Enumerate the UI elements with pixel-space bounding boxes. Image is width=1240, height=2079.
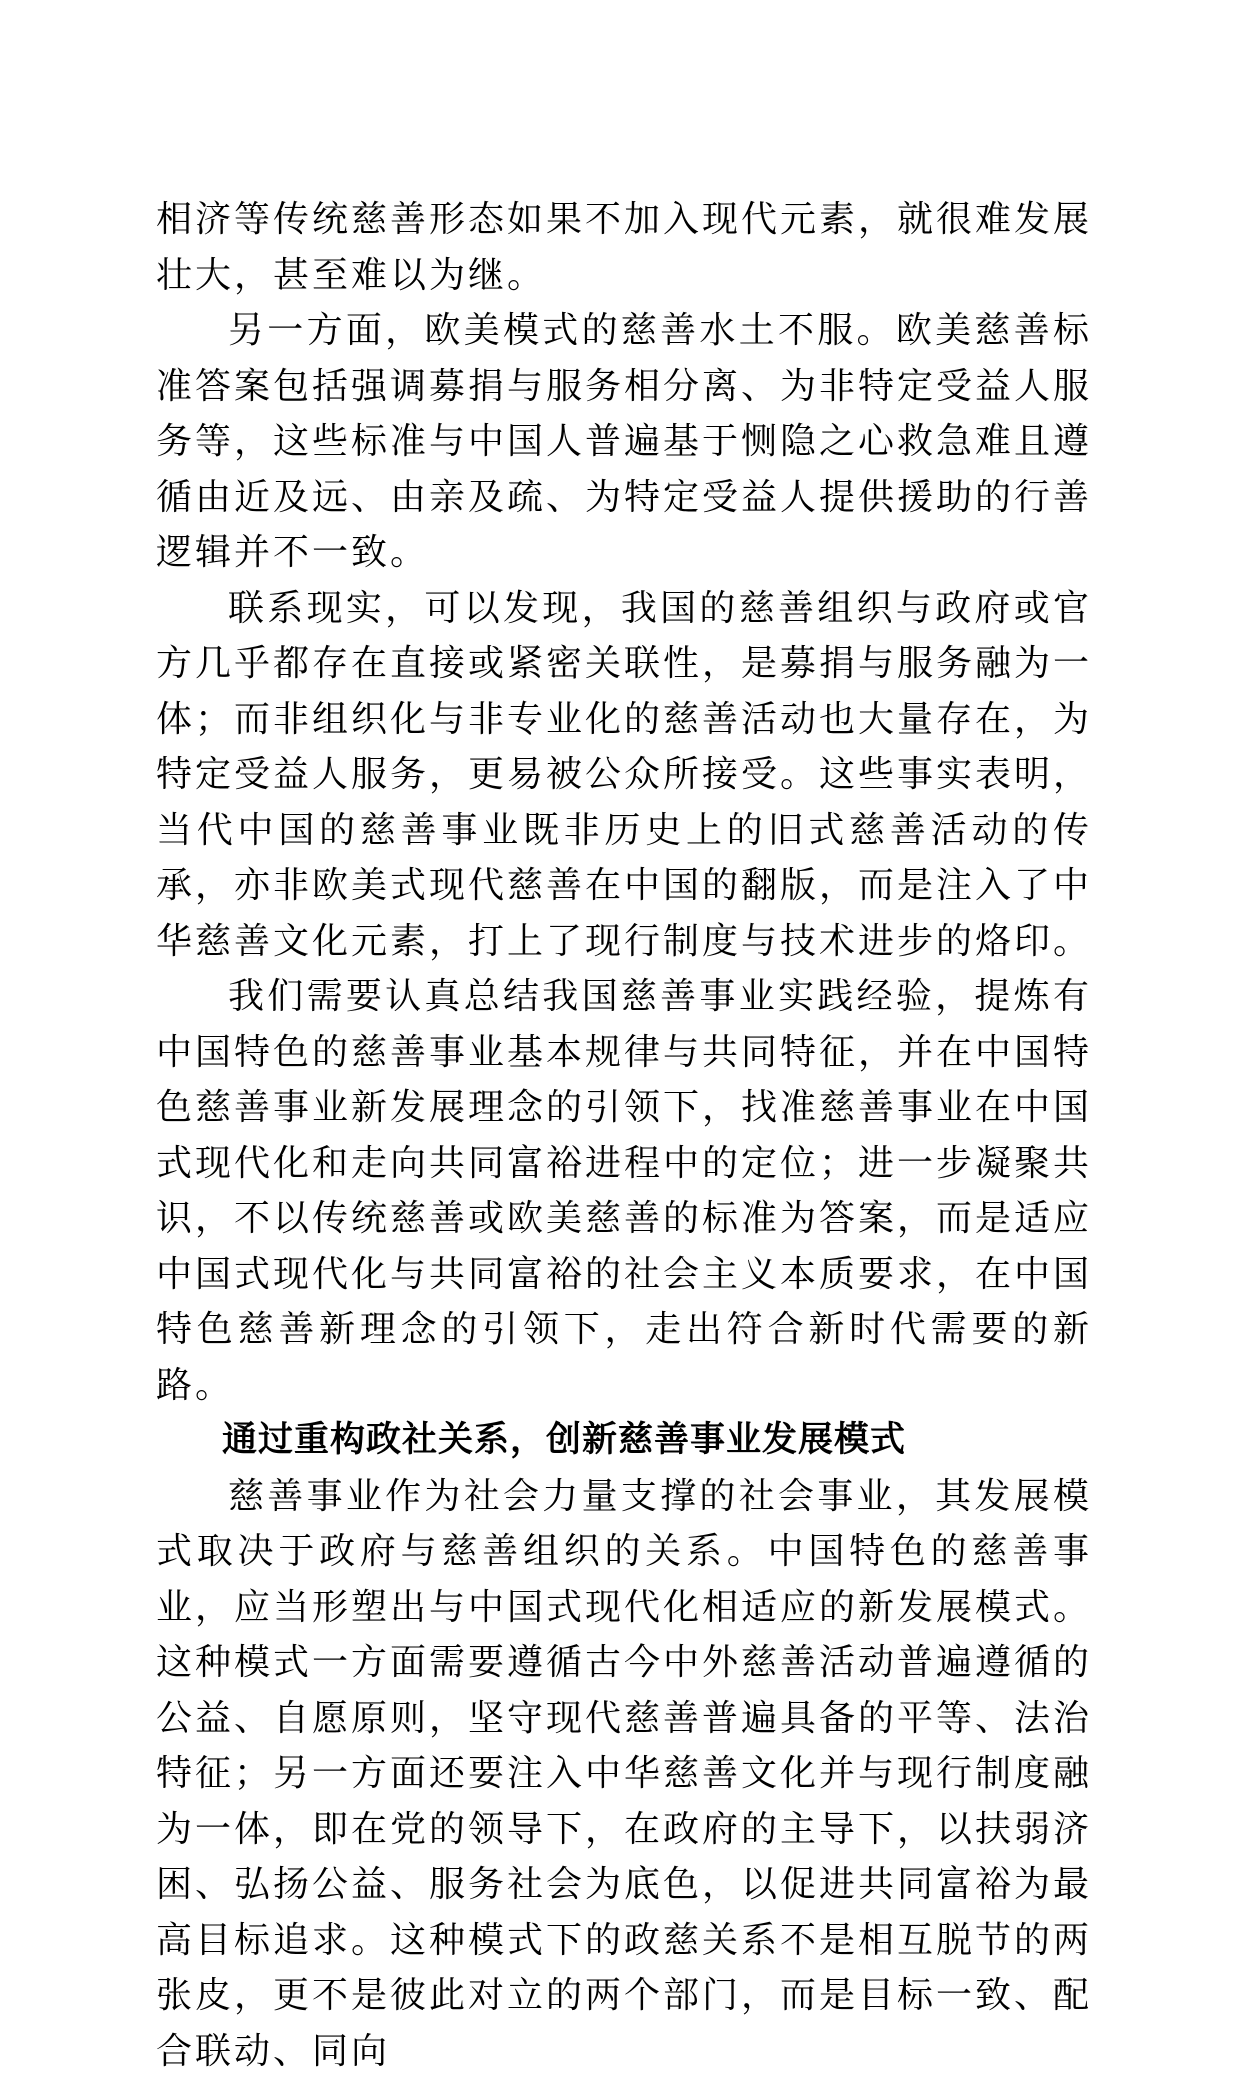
paragraph-reality: 联系现实，可以发现，我国的慈善组织与政府或官方几乎都存在直接或紧密关联性，是募捐与服务融为一体；而非组织化与非专业化的慈善活动也大量存在，为特定受益人服务，更易被公众所接受。这些事实表明，当代中国的慈善事业既非历史上的旧式慈善活动的传承，亦非欧美式现代慈善在中国的翻版，而是注入了中华慈善文化元素，打上了现行制度与技术进步的烙印。 bbox=[156, 581, 1092, 970]
paragraph-western-model: 另一方面，欧美模式的慈善水土不服。欧美慈善标准答案包括强调募捐与服务相分离、为非特定受益人服务等，这些标准与中国人普遍基于恻隐之心救急难且遵循由近及远、由亲及疏、为特定受益人提供援助的行善逻辑并不一致。 bbox=[156, 303, 1092, 581]
paragraph-summary: 我们需要认真总结我国慈善事业实践经验，提炼有中国特色的慈善事业基本规律与共同特征，并在中国特色慈善事业新发展理念的引领下，找准慈善事业在中国式现代化和走向共同富裕进程中的定位；进一步凝聚共识，不以传统慈善或欧美慈善的标准为答案，而是适应中国式现代化与共同富裕的社会主义本质要求，在中国特色慈善新理念的引领下，走出符合新时代需要的新路。 bbox=[156, 969, 1092, 1413]
paragraph-development-model: 慈善事业作为社会力量支撑的社会事业，其发展模式取决于政府与慈善组织的关系。中国特色的慈善事业，应当形塑出与中国式现代化相适应的新发展模式。这种模式一方面需要遵循古今中外慈善活动普遍遵循的公益、自愿原则，坚守现代慈善普遍具备的平等、法治特征；另一方面还要注入中华慈善文化并与现行制度融为一体，即在党的领导下，在政府的主导下，以扶弱济困、弘扬公益、服务社会为底色，以促进共同富裕为最高目标追求。这种模式下的政慈关系不是相互脱节的两张皮，更不是彼此对立的两个部门，而是目标一致、配合联动、同向 bbox=[156, 1469, 1092, 2079]
article-body bbox=[156, 192, 1092, 2079]
section-heading: 通过重构政社关系，创新慈善事业发展模式 bbox=[156, 1413, 1092, 1469]
paragraph-continued: 相济等传统慈善形态如果不加入现代元素，就很难发展壮大，甚至难以为继。 bbox=[156, 192, 1092, 303]
